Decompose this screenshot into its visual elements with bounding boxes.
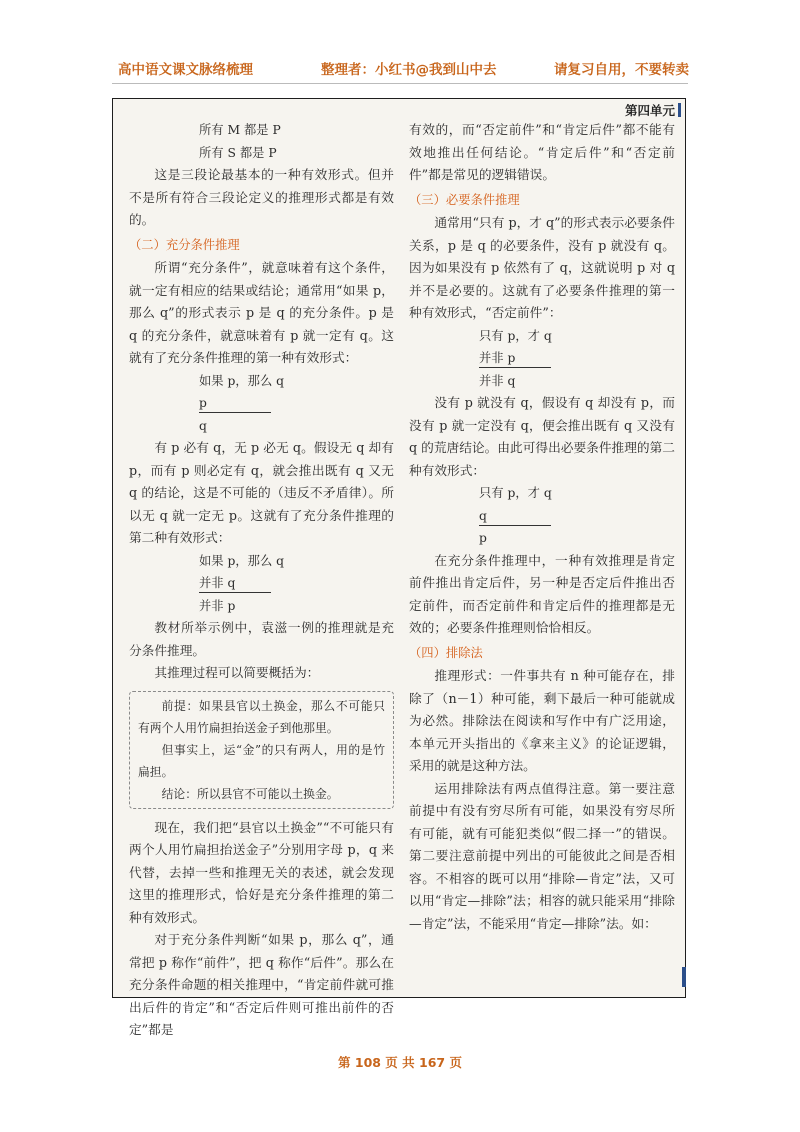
formula-line: 并非 q — [479, 373, 516, 388]
reasoning-box — [129, 691, 394, 809]
unit-marker — [678, 103, 681, 117]
header-divider — [112, 83, 688, 84]
paragraph: 通常用“只有 p，才 q”的形式表示必要条件关系，p 是 q 的必要条件，没有 p 就没有 q。因为如果没有 p 依然有了 q，这就说明 p 对 q 并不是必要的。这就有了必要条件推理的第一种有效形式，“否定前件”： — [409, 215, 675, 320]
header-center: 整理者：小红书@我到山中去 — [321, 62, 497, 78]
paragraph: 推理形式：一件事共有 n 种可能存在，排除了（n－1）种可能，剩下最后一种可能就成为必然。排除法在阅读和写作中有广泛用途，本单元开头指出的《拿来主义》的论证逻辑，采用的就是这种方法。 — [409, 668, 675, 773]
left-column — [129, 119, 394, 1042]
page-number: 第 108 页 共 167 页 — [338, 1055, 462, 1070]
formula-line: 所有 S 都是 P — [199, 145, 277, 160]
paragraph: 有 p 必有 q，无 p 必无 q。假设无 q 却有 p，而有 p 则必定有 q，就会推出既有 q 又无 q 的结论，这是不可能的（违反不矛盾律）。所以无 q 就一定无 p。这就有了充分条件推理的第二种有效形式： — [129, 440, 394, 545]
paragraph: 现在，我们把“县官以土换金”“不可能只有两个人用竹扁担抬送金子”分别用字母 p，q 来代替，去掉一些和推理无关的表述，就会发现这里的推理形式，恰好是充分条件推理的第二种有效形式。 — [129, 819, 394, 925]
box-fact: 但事实上，运“金”的只有两人，用的是竹扁担。 — [138, 742, 385, 779]
formula-line: 如果 p，那么 q — [199, 553, 285, 568]
section-heading: （四）排除法 — [409, 645, 483, 660]
formula-line: 只有 p，才 q — [479, 486, 552, 500]
page-header — [0, 58, 800, 78]
box-premise: 前提：如果县官以土换金，那么不可能只有两个人用竹扁担抬送金子到他那里。 — [138, 698, 385, 735]
paragraph: 没有 p 就没有 q，假设有 q 却没有 p，而没有 p 就一定没有 q，便会推出既有 q 又没有 q 的荒唐结论。由此可得出必要条件推理的第二种有效形式： — [409, 395, 675, 478]
paragraph: 运用排除法有两点值得注意。第一要注意前提中有没有穷尽所有可能，如果没有穷尽所有可能，就有可能犯类似“假二择一”的错误。第二要注意前提中列出的可能彼此之间是否相容。不相容的既可以用“排除—肯定”法，又可以用“肯定—排除”法；相容的就只能采用“排除—肯定”法，不能采用“肯定—排除”法。如： — [409, 780, 675, 931]
formula-line: q — [199, 418, 207, 433]
paragraph: 教材所举示例中，袁滋一例的推理就是充分条件推理。 — [129, 620, 394, 658]
paragraph: 在充分条件推理中，一种有效推理是肯定前件推出肯定后件，另一种是否定后件推出否定前件，而否定前件和肯定后件的推理都是无效的；必要条件推理则恰恰相反。 — [409, 552, 675, 635]
edge-marker — [682, 967, 686, 987]
formula-line: 如果 p，那么 q — [199, 373, 285, 388]
formula-line: 只有 p，才 q — [479, 328, 552, 343]
box-conclusion: 结论：所以县官不可能以土换金。 — [161, 786, 339, 801]
formula-line-underlined: 并非 q — [129, 572, 394, 595]
header-right: 请复习自用，不要转卖 — [554, 62, 689, 78]
scanned-page — [112, 98, 686, 1037]
header-left: 高中语文课文脉络梳理 — [118, 62, 253, 78]
formula-line-underlined: p — [129, 392, 394, 415]
formula-line: 并非 p — [199, 598, 236, 613]
right-column — [409, 119, 675, 935]
paragraph: 这是三段论最基本的一种有效形式。但并不是所有符合三段论定义的推理形式都是有效的。 — [129, 167, 394, 227]
section-heading: （二）充分条件推理 — [129, 237, 240, 252]
paragraph: 有效的，而“否定前件”和“肯定后件”都不能有效地推出任何结论。“肯定后件”和“否定前件”都是常见的逻辑错误。 — [409, 122, 675, 182]
formula-line-underlined: q — [409, 505, 675, 528]
paragraph: 所谓“充分条件”，就意味着有这个条件，就一定有相应的结果或结论；通常用“如果 p，那么 q”的形式表示 p 是 q 的充分条件。p 是 q 的充分条件，就意味着有 p 就一定有 q。这就有了充分条件推理的第一种有效形式： — [129, 260, 394, 365]
section-heading: （三）必要条件推理 — [409, 192, 520, 207]
paragraph: 对于充分条件判断“如果 p，那么 q”，通常把 p 称作“前件”，把 q 称作“后件”。那么在充分条件命题的相关推理中，“肯定前件就可推出后件的肯定”和“否定后件则可推出前件的否定”都是 — [129, 932, 394, 1037]
paragraph: 其推理过程可以简要概括为： — [154, 665, 320, 680]
formula-line-underlined: 并非 p — [409, 347, 675, 370]
formula-line: 所有 M 都是 P — [199, 123, 281, 137]
formula-line: p — [479, 531, 487, 545]
unit-label: 第四单元 — [625, 101, 681, 119]
